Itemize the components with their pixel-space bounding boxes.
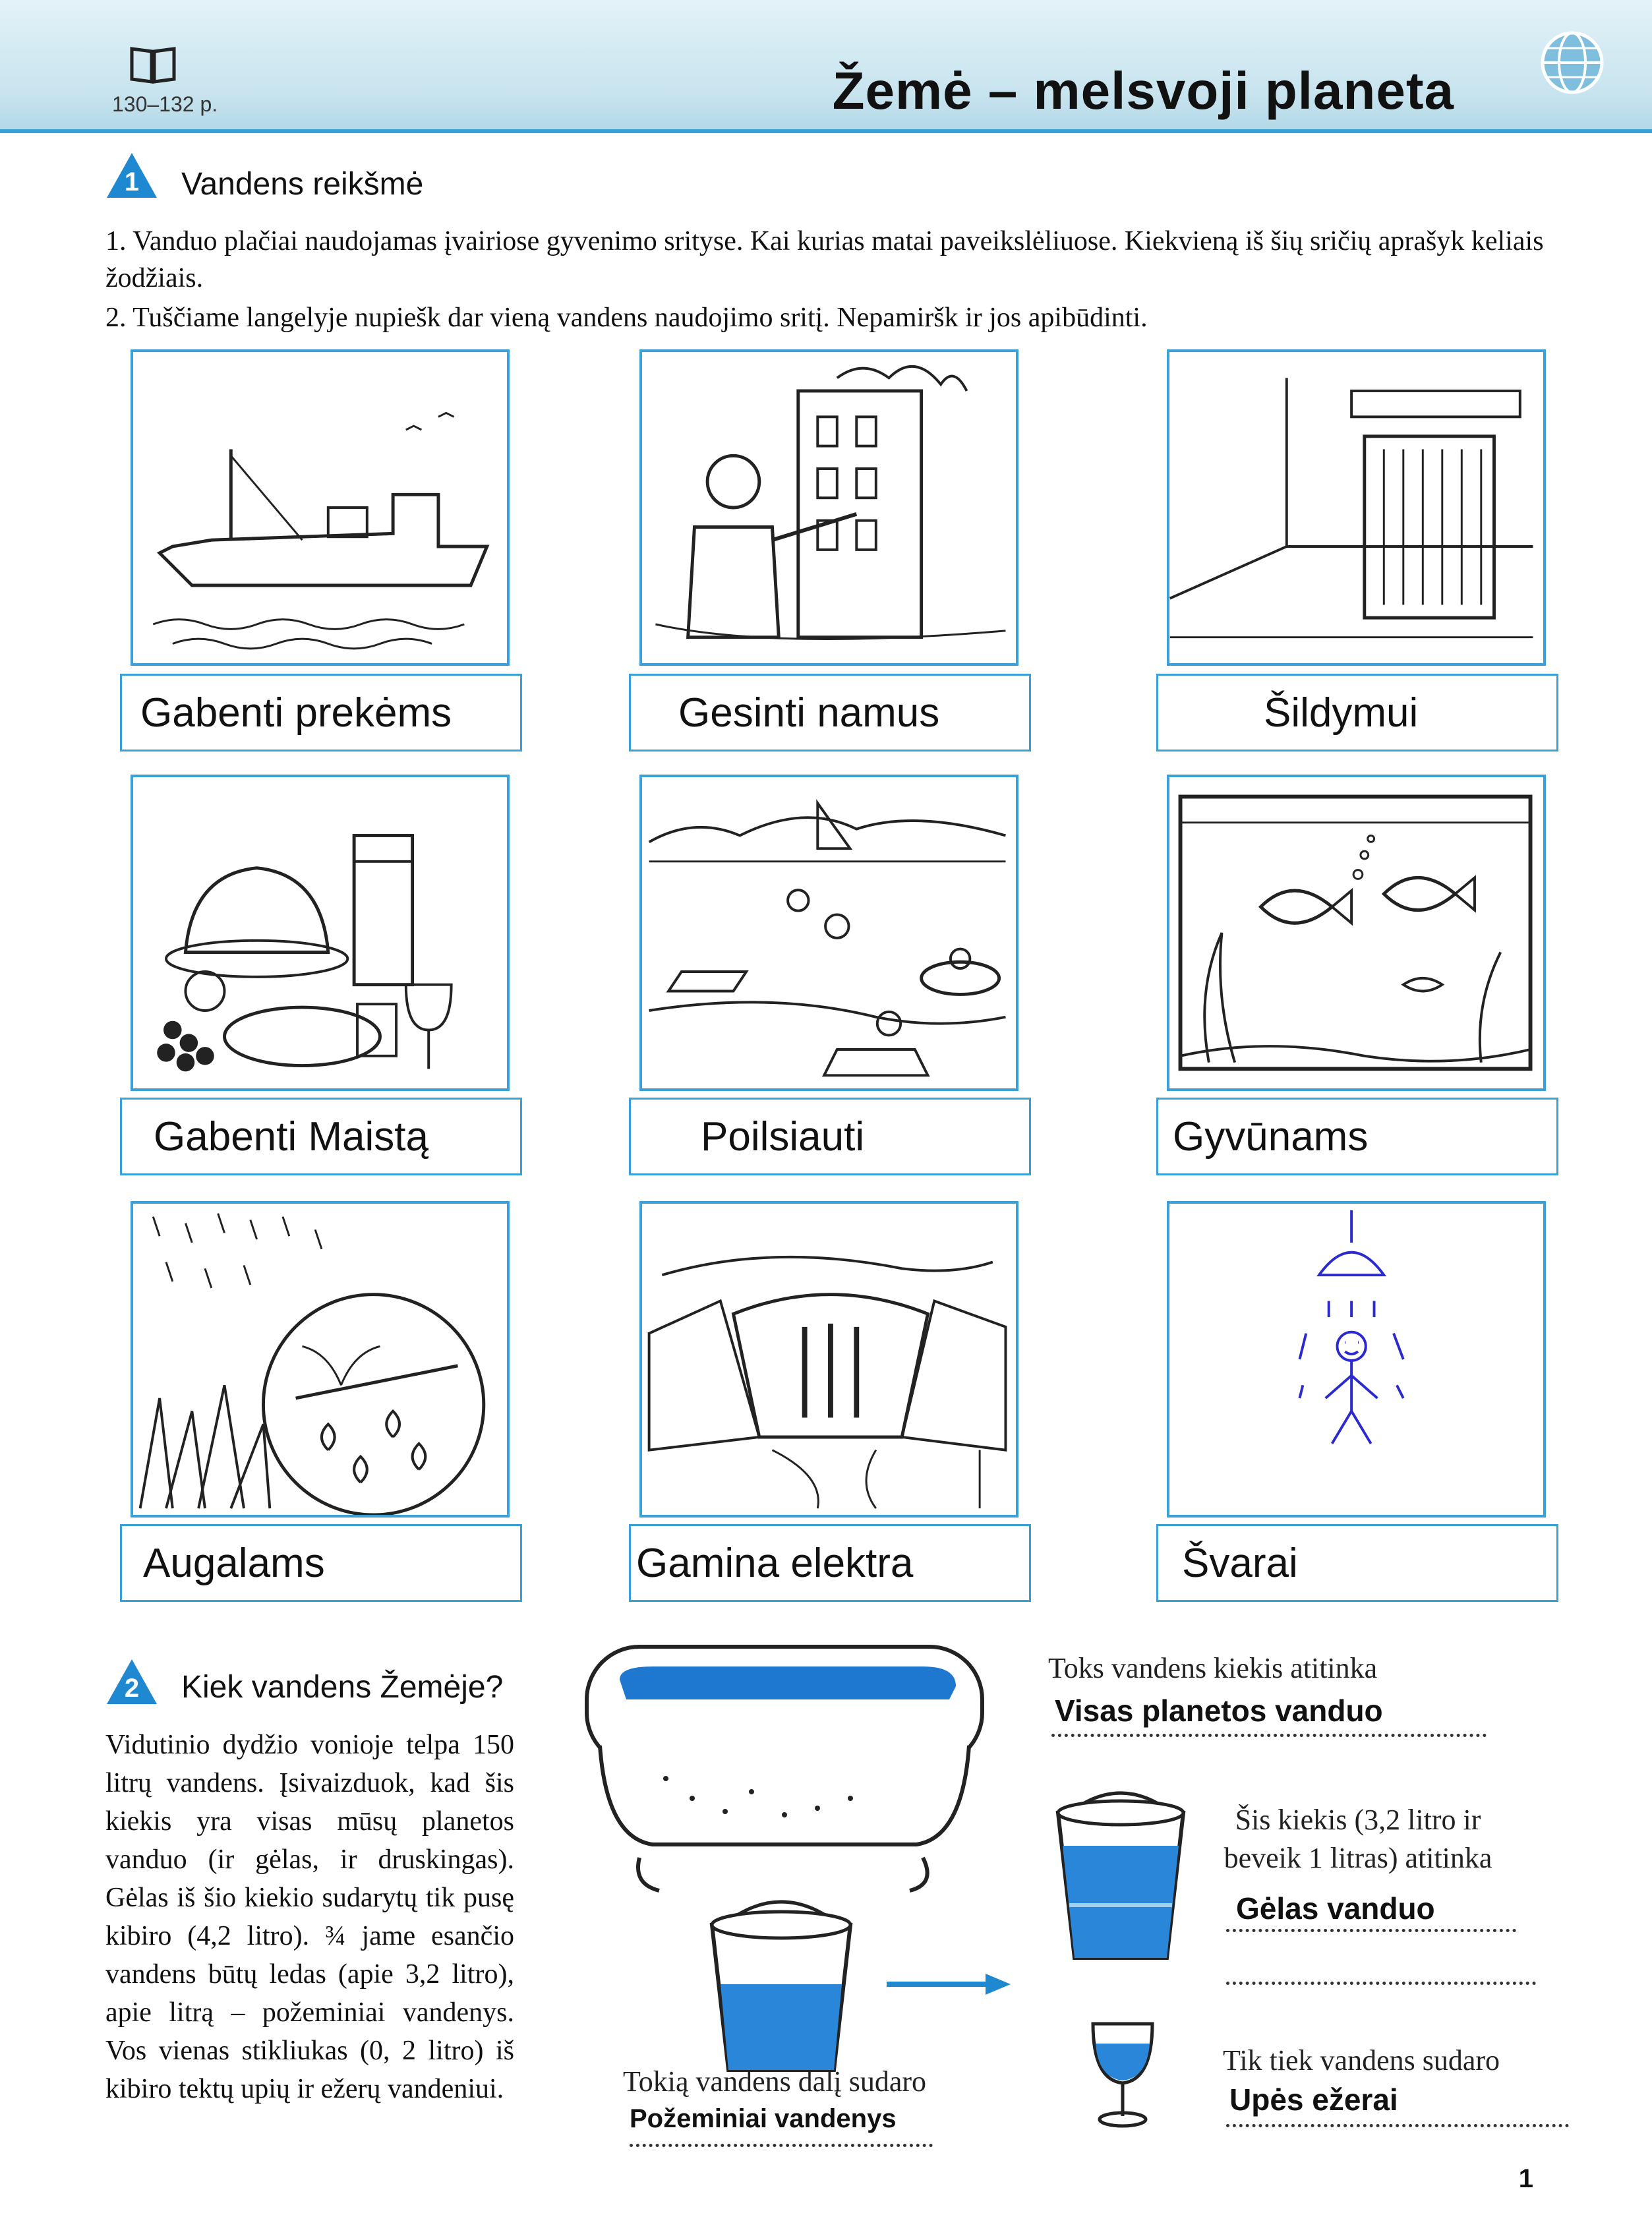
- page-number: 1: [1518, 2164, 1533, 2193]
- card-label-7: Augalams: [120, 1524, 522, 1602]
- card-label-2: Gesinti namus: [629, 674, 1031, 752]
- small-bucket-prompt: Šis kiekis (3,2 litro ir beveik 1 litras) atitinka: [1224, 1804, 1492, 1874]
- instruction-2: 2. Tuščiame langelyje nupiešk dar vieną vandens naudojimo sritį. Nepamiršk ir jos apibūdinti.: [105, 303, 1148, 333]
- radiator-illustration: [1167, 349, 1546, 666]
- lake-leisure-illustration: [639, 775, 1018, 1091]
- globe-icon: [1536, 26, 1608, 102]
- page-reference: 130–132 p.: [112, 92, 218, 116]
- cargo-ship-illustration: [131, 349, 510, 666]
- shower-drawing: [1167, 1201, 1546, 1518]
- bucket-answer-line: [630, 2144, 933, 2147]
- small-bucket-answer-line: [1226, 1929, 1516, 1932]
- header-divider: [0, 129, 1652, 133]
- arrow-right-icon: [887, 1971, 1012, 2001]
- small-bucket-extra-line: [1226, 1982, 1536, 1985]
- section-1-heading: Vandens reikšmė: [181, 167, 424, 202]
- dam-illustration: [639, 1201, 1018, 1518]
- section-2-number: 2: [124, 1674, 140, 1703]
- bucket-answer[interactable]: Požeminiai vandenys: [630, 2104, 897, 2133]
- food-illustration: [131, 775, 510, 1091]
- bathtub-prompt: Toks vandens kiekis atitinka: [1048, 1652, 1378, 1684]
- section-1-number: 1: [124, 167, 140, 196]
- bucket-prompt: Tokią vandens dalį sudaro: [623, 2065, 927, 2098]
- section-2-heading: Kiek vandens Žemėje?: [181, 1670, 504, 1705]
- card-label-3: Šildymui: [1156, 674, 1558, 752]
- glass-prompt: Tik tiek vandens sudaro: [1223, 2044, 1500, 2077]
- card-label-9: Švarai: [1156, 1524, 1558, 1602]
- book-icon: [129, 44, 177, 88]
- aquarium-illustration: [1167, 775, 1546, 1091]
- small-bucket-answer[interactable]: Gėlas vanduo: [1236, 1891, 1435, 1926]
- instruction-1: 1. Vanduo plačiai naudojamas įvairiose gyvenimo srityse. Kai kurias matai paveikslėliuose. Kiekvieną iš šių sričių aprašyk keliais žodžiais.: [105, 226, 1544, 293]
- card-label-1: Gabenti prekėms: [120, 674, 522, 752]
- card-label-6: Gyvūnams: [1156, 1098, 1558, 1175]
- glass-illustration: [1086, 2017, 1159, 2133]
- card-label-4: Gabenti Maistą: [120, 1098, 522, 1175]
- small-bucket-illustration: [1048, 1773, 1193, 1968]
- bucket-illustration: [702, 1885, 860, 2086]
- irrigation-illustration: [131, 1201, 510, 1518]
- card-label-8: Gamina elektra: [629, 1524, 1031, 1602]
- bathtub-answer-line: [1051, 1734, 1487, 1737]
- card-label-5: Poilsiauti: [629, 1098, 1031, 1175]
- glass-answer-line: [1226, 2124, 1569, 2127]
- glass-answer[interactable]: Upės ežerai: [1229, 2082, 1398, 2117]
- page-title: Žemė – melsvoji planeta: [832, 61, 1454, 120]
- section-2-paragraph: Vidutinio dydžio vonioje telpa 150 litrų vandens. Įsivaizduok, kad šis kiekis yra visas mūsų planetos vanduo (ir gėlas, ir druskingas). Gėlas iš šio kiekio sudarytų tik pusę kibiro (4,2 litro). ¾ jame esančio vandens būtų ledas (apie 3,2 litro), apie litrą – požeminiai vandenys. Vos vienas stikliukas (0, 2 litro) iš kibiro tektų upių ir ežerų vandeniui.: [105, 1730, 514, 2104]
- firefighter-illustration: [639, 349, 1018, 666]
- bathtub-answer[interactable]: Visas planetos vanduo: [1055, 1694, 1383, 1728]
- bathtub-illustration: [580, 1640, 989, 1907]
